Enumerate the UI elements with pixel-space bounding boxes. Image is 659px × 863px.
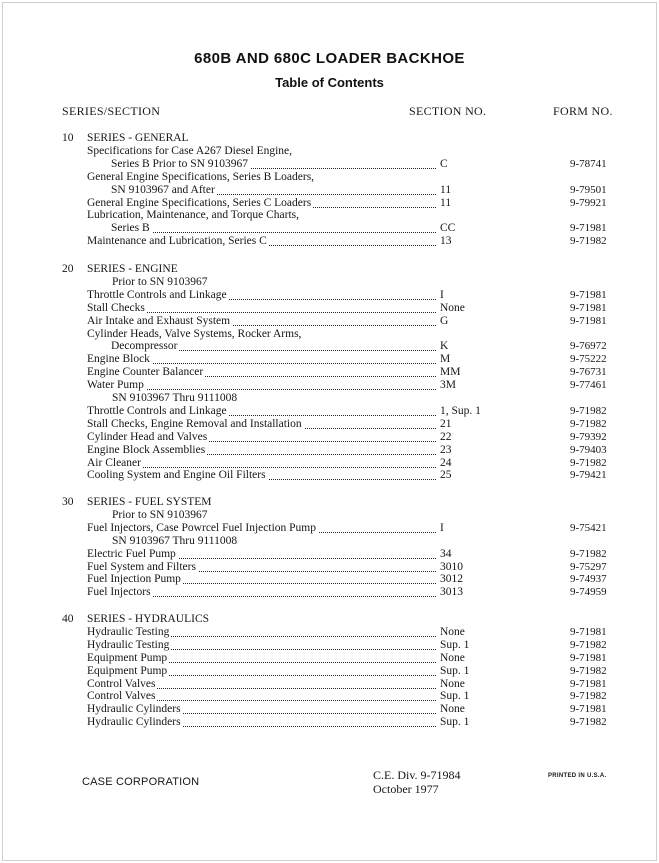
toc-entry xyxy=(0,302,659,315)
entry-title-cell xyxy=(87,197,436,210)
entry-title: Cylinder Head and Valves xyxy=(87,430,208,443)
section-number: 23 xyxy=(440,443,452,456)
subheading-label: SN 9103967 Thru 9111008 xyxy=(112,534,238,547)
toc-entry xyxy=(0,197,659,210)
entry-title-cell xyxy=(87,145,294,158)
series-heading xyxy=(0,263,659,276)
toc-entry-line xyxy=(0,145,659,158)
entry-title-cell xyxy=(87,522,436,535)
entry-title: Decompressor xyxy=(111,340,178,353)
section-number: K xyxy=(440,340,449,353)
toc-entry xyxy=(0,289,659,302)
toc-entry xyxy=(0,315,659,328)
entry-title: Air Intake and Exhaust System xyxy=(87,314,231,327)
form-number: 9-71981 xyxy=(570,222,607,235)
toc-entry-line xyxy=(0,209,659,222)
toc-entry-line xyxy=(0,171,659,184)
section-number: 11 xyxy=(440,196,452,209)
subheading-label: Prior to SN 9103967 xyxy=(112,275,208,288)
form-number: 9-79921 xyxy=(570,196,607,209)
form-number: 9-74937 xyxy=(570,573,607,586)
section-number: G xyxy=(440,314,449,327)
entry-title-cell xyxy=(87,457,436,470)
series-number: 30 xyxy=(62,496,74,508)
form-number: 9-71982 xyxy=(570,417,607,430)
document-subtitle: Table of Contents xyxy=(275,75,384,90)
entry-title-cell xyxy=(87,444,436,457)
form-number: 9-71982 xyxy=(570,638,607,651)
entry-title: Lubrication, Maintenance, and Torque Charts, xyxy=(87,209,299,222)
entry-title-cell xyxy=(87,703,436,716)
section-number: 3M xyxy=(440,379,456,392)
entry-title-cell xyxy=(87,209,301,222)
form-number: 9-79403 xyxy=(570,443,607,456)
series-title: SERIES - FUEL SYSTEM xyxy=(87,496,212,508)
toc-entry xyxy=(0,716,659,729)
toc-entry xyxy=(0,586,659,599)
toc-entry xyxy=(0,184,659,197)
toc-entry xyxy=(0,626,659,639)
form-number: 9-71981 xyxy=(570,625,607,638)
toc-entry xyxy=(0,561,659,574)
entry-title: Hydraulic Cylinders xyxy=(87,703,181,716)
entry-title: Cylinder Heads, Valve Systems, Rocker Arms, xyxy=(87,327,302,340)
entry-title: Electric Fuel Pump xyxy=(87,547,176,560)
footer-printed: PRINTED IN U.S.A. xyxy=(548,773,607,779)
form-number: 9-71981 xyxy=(570,703,607,716)
form-number: 9-79392 xyxy=(570,430,607,443)
toc-entry-line xyxy=(0,328,659,341)
section-number: 3010 xyxy=(440,560,463,573)
entry-title-cell xyxy=(87,328,303,341)
form-number: 9-71981 xyxy=(570,677,607,690)
toc-entry xyxy=(0,703,659,716)
dot-leader xyxy=(111,232,436,233)
section-number: None xyxy=(440,703,465,716)
toc-entry xyxy=(0,457,659,470)
series-heading xyxy=(0,496,659,509)
toc-entry xyxy=(0,222,659,235)
toc-entry xyxy=(0,678,659,691)
section-number: 1, Sup. 1 xyxy=(440,404,481,417)
entry-title-cell xyxy=(111,184,436,197)
entry-title-cell xyxy=(87,289,436,302)
form-number: 9-71982 xyxy=(570,404,607,417)
footer-company: CASE CORPORATION xyxy=(82,776,200,788)
entry-title: Engine Block xyxy=(87,353,150,366)
entry-title-cell xyxy=(111,340,436,353)
toc-entry xyxy=(0,158,659,171)
series-title: SERIES - ENGINE xyxy=(87,263,178,275)
form-number: 9-79501 xyxy=(570,183,607,196)
section-number: 24 xyxy=(440,456,452,469)
section-number: 11 xyxy=(440,183,452,196)
entry-title: Throttle Controls and Linkage xyxy=(87,288,227,301)
section-number: C xyxy=(440,157,448,170)
entry-title: Hydraulic Testing xyxy=(87,638,170,651)
toc-entry xyxy=(0,353,659,366)
toc-entry xyxy=(0,431,659,444)
entry-title: Hydraulic Cylinders xyxy=(87,716,181,729)
toc-entry xyxy=(0,652,659,665)
entry-title-cell xyxy=(111,222,436,235)
section-subheading xyxy=(0,276,659,289)
toc-entry xyxy=(0,379,659,392)
form-number: 9-71981 xyxy=(570,288,607,301)
section-number: Sup. 1 xyxy=(440,664,470,677)
footer-imprint xyxy=(373,768,461,796)
toc-entry xyxy=(0,665,659,678)
section-number: Sup. 1 xyxy=(440,690,470,703)
entry-title: Series B xyxy=(111,222,150,235)
section-number: 3012 xyxy=(440,573,463,586)
entry-title: Fuel System and Filters xyxy=(87,560,196,573)
entry-title-cell xyxy=(87,586,436,599)
entry-title: Fuel Injectors, Case Powrcel Fuel Injection Pump xyxy=(87,521,317,534)
entry-title: Hydraulic Testing xyxy=(87,625,170,638)
form-number: 9-75222 xyxy=(570,353,607,366)
entry-title: SN 9103967 and After xyxy=(111,183,215,196)
entry-title: Stall Checks, Engine Removal and Installation xyxy=(87,417,302,430)
section-number: 3013 xyxy=(440,586,463,599)
series-heading xyxy=(0,613,659,626)
entry-title-cell xyxy=(87,302,436,315)
entry-title: Throttle Controls and Linkage xyxy=(87,404,227,417)
entry-title-cell xyxy=(87,652,436,665)
form-number: 9-71982 xyxy=(570,235,607,248)
toc-entry xyxy=(0,340,659,353)
entry-title: Specifications for Case A267 Diesel Engine, xyxy=(87,144,293,157)
series-number: 20 xyxy=(62,263,74,275)
series-number: 40 xyxy=(62,613,74,625)
entry-title: General Engine Specifications, Series C Loaders xyxy=(87,196,312,209)
entry-title: Control Valves xyxy=(87,677,156,690)
entry-title-cell xyxy=(87,678,436,691)
entry-title-cell xyxy=(87,315,436,328)
entry-title: Equipment Pump xyxy=(87,651,168,664)
section-number: None xyxy=(440,625,465,638)
subheading-label: Prior to SN 9103967 xyxy=(112,508,208,521)
entry-title-cell xyxy=(87,548,436,561)
entry-title-cell xyxy=(87,665,436,678)
toc-entry xyxy=(0,418,659,431)
toc-entry xyxy=(0,366,659,379)
series-title: SERIES - HYDRAULICS xyxy=(87,613,210,625)
section-number: 13 xyxy=(440,235,452,248)
entry-title: Fuel Injection Pump xyxy=(87,573,181,586)
section-number: 25 xyxy=(440,469,452,482)
toc-entry xyxy=(0,444,659,457)
toc-entry xyxy=(0,235,659,248)
section-subheading xyxy=(0,535,659,548)
series-number: 10 xyxy=(62,132,74,144)
entry-title-cell xyxy=(87,561,436,574)
section-number: None xyxy=(440,651,465,664)
entry-title-cell xyxy=(87,690,436,703)
entry-title-cell xyxy=(87,171,316,184)
form-number: 9-75297 xyxy=(570,560,607,573)
entry-title: Engine Block Assemblies xyxy=(87,443,206,456)
form-number: 9-76972 xyxy=(570,340,607,353)
form-number: 9-71982 xyxy=(570,716,607,729)
entry-title: Control Valves xyxy=(87,690,156,703)
form-number: 9-71982 xyxy=(570,547,607,560)
entry-title: Series B Prior to SN 9103967 xyxy=(111,157,249,170)
section-number: I xyxy=(440,288,444,301)
footer-date: October 1977 xyxy=(373,782,439,796)
entry-title-cell xyxy=(87,366,436,379)
entry-title: Cooling System and Engine Oil Filters xyxy=(87,469,266,482)
form-number: 9-75421 xyxy=(570,521,607,534)
entry-title-cell xyxy=(87,626,436,639)
section-number: 21 xyxy=(440,417,452,430)
entry-title-cell xyxy=(87,405,436,418)
toc-entry xyxy=(0,690,659,703)
toc-entry xyxy=(0,405,659,418)
toc-entry xyxy=(0,469,659,482)
series-title: SERIES - GENERAL xyxy=(87,132,189,144)
entry-title-cell xyxy=(87,431,436,444)
entry-title-cell xyxy=(87,573,436,586)
form-number: 9-78741 xyxy=(570,157,607,170)
section-number: MM xyxy=(440,366,461,379)
section-number: M xyxy=(440,353,451,366)
entry-title: Equipment Pump xyxy=(87,664,168,677)
section-number: CC xyxy=(440,222,456,235)
section-number: None xyxy=(440,677,465,690)
section-number: Sup. 1 xyxy=(440,638,470,651)
toc-entry xyxy=(0,639,659,652)
section-number: None xyxy=(440,301,465,314)
entry-title-cell xyxy=(87,379,436,392)
form-number: 9-77461 xyxy=(570,379,607,392)
form-number: 9-71981 xyxy=(570,314,607,327)
form-number: 9-71982 xyxy=(570,456,607,469)
footer-division: C.E. Div. 9-71984 xyxy=(373,768,461,782)
section-number: 22 xyxy=(440,430,452,443)
form-number: 9-76731 xyxy=(570,366,607,379)
entry-title: Maintenance and Lubrication, Series C xyxy=(87,235,267,248)
form-number: 9-74959 xyxy=(570,586,607,599)
entry-title-cell xyxy=(87,353,436,366)
form-number: 9-71981 xyxy=(570,301,607,314)
form-number: 9-79421 xyxy=(570,469,607,482)
entry-title: Water Pump xyxy=(87,379,144,392)
entry-title-cell xyxy=(87,716,436,729)
column-header-series-section: SERIES/SECTION xyxy=(62,104,161,118)
entry-title-cell xyxy=(87,418,436,431)
section-number: 34 xyxy=(440,547,452,560)
entry-title: Air Cleaner xyxy=(87,456,141,469)
document-title: 680B AND 680C LOADER BACKHOE xyxy=(194,50,465,67)
section-subheading xyxy=(0,392,659,405)
entry-title-cell xyxy=(87,235,436,248)
section-number: I xyxy=(440,521,444,534)
toc-entry xyxy=(0,548,659,561)
column-header-section-no: SECTION NO. xyxy=(409,104,487,118)
column-header-form-no: FORM NO. xyxy=(553,104,613,118)
section-subheading xyxy=(0,509,659,522)
entry-title: Fuel Injectors xyxy=(87,586,151,599)
form-number: 9-71982 xyxy=(570,690,607,703)
entry-title-cell xyxy=(87,639,436,652)
toc-entry xyxy=(0,573,659,586)
entry-title: Stall Checks xyxy=(87,301,145,314)
section-number: Sup. 1 xyxy=(440,716,470,729)
subheading-label: SN 9103967 Thru 9111008 xyxy=(112,392,238,404)
form-number: 9-71982 xyxy=(570,664,607,677)
toc-entry xyxy=(0,522,659,535)
form-number: 9-71981 xyxy=(570,651,607,664)
entry-title: General Engine Specifications, Series B Loaders, xyxy=(87,170,315,183)
entry-title-cell xyxy=(111,158,436,171)
entry-title-cell xyxy=(87,469,436,482)
entry-title: Engine Counter Balancer xyxy=(87,366,204,379)
series-heading xyxy=(0,132,659,145)
